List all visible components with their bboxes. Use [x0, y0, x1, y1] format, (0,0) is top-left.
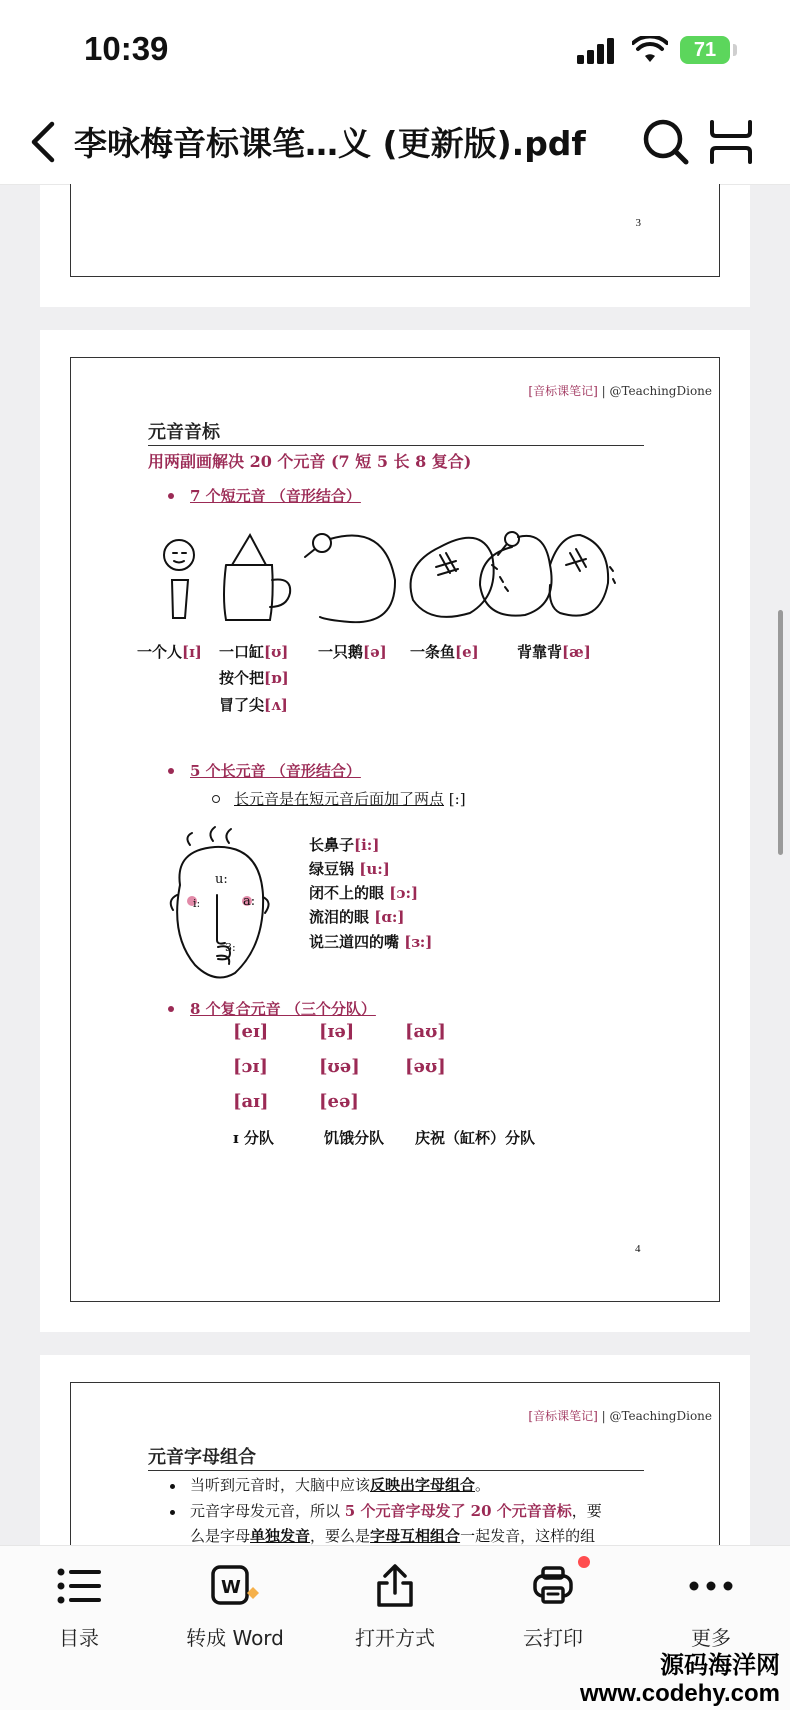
more-icon — [688, 1580, 734, 1592]
short-vowel-label: 冒了尖[ʌ] — [219, 696, 288, 714]
pdf-page-3 — [40, 185, 750, 307]
header-separator: | — [597, 1409, 610, 1423]
toolbar-toc[interactable] — [4, 1556, 154, 1651]
status-bar — [0, 0, 790, 100]
watermark — [580, 1645, 780, 1708]
section-title: 元音字母组合 — [148, 1447, 256, 1468]
short-vowel-label: 按个把[ɒ] — [219, 669, 289, 687]
list-icon — [57, 1567, 101, 1605]
bullet-dot — [170, 1510, 175, 1515]
diphthong-ipa: [aɪ] — [233, 1091, 269, 1112]
wifi-icon — [632, 36, 668, 64]
bullet-dot — [170, 1484, 175, 1489]
header-separator: | — [597, 384, 610, 398]
page-number: 4 — [635, 1243, 641, 1255]
long-vowel-note: 长元音是在短元音后面加了两点 [:] — [234, 790, 466, 808]
diphthong-ipa: [ɔɪ] — [233, 1056, 268, 1077]
toolbar-label: 目录 — [59, 1626, 99, 1650]
search-icon[interactable] — [642, 118, 690, 166]
diphthong-ipa: [əʊ] — [405, 1056, 446, 1077]
body-line: 当听到元音时，大脑中应该反映出字母组合。 — [190, 1476, 491, 1494]
title-rule — [148, 445, 644, 446]
long-vowel-label: 长鼻子[i:] — [309, 836, 380, 854]
back-chevron-icon[interactable] — [24, 120, 64, 164]
expand-icon[interactable] — [708, 118, 754, 166]
pdf-page-4 — [40, 330, 750, 1332]
toolbar-convert-word[interactable] — [160, 1556, 310, 1651]
face-i-text: i: — [193, 897, 201, 910]
short-vowels-heading: 7 个短元音 （音形结合） — [190, 487, 361, 505]
status-time: 10:39 — [84, 30, 169, 67]
header-bracket: [音标课笔记] — [528, 1409, 598, 1423]
section-title: 元音音标 — [148, 422, 220, 443]
bullet-dot — [168, 768, 174, 774]
toolbar-open-with[interactable] — [320, 1556, 470, 1651]
page-header-note — [528, 382, 712, 399]
toolbar-label: 转成 Word — [186, 1626, 284, 1650]
short-vowel-label: 一条鱼[e] — [410, 643, 479, 661]
body-line: 元音字母发元音，所以 5 个元音字母发了 20 个元音音标，要 — [190, 1502, 602, 1520]
bullet-dot — [168, 493, 174, 499]
short-vowel-label: 背靠背[æ] — [517, 643, 591, 661]
long-vowel-label: 闭不上的眼 [ɔ:] — [309, 884, 419, 902]
diphthong-ipa: [ɪə] — [319, 1021, 355, 1042]
page-frame — [70, 184, 720, 277]
page-number: 3 — [635, 217, 641, 229]
diphthong-ipa: [eə] — [319, 1091, 359, 1112]
face-drawing — [155, 825, 295, 985]
notification-dot — [578, 1556, 590, 1568]
diphthong-ipa: [aʊ] — [405, 1021, 446, 1042]
watermark-line2: www.codehy.com — [579, 1680, 780, 1707]
long-vowel-label: 绿豆锅 [u:] — [309, 860, 390, 878]
watermark-line1: 源码海洋网 — [660, 1651, 780, 1679]
signal-icon — [577, 38, 617, 64]
toolbar-label: 更多 — [691, 1626, 731, 1650]
header-handle: @TeachingDione — [609, 384, 712, 398]
short-vowel-drawings — [140, 525, 620, 635]
long-vowel-label: 流泪的眼 [ɑ:] — [309, 908, 405, 926]
short-vowel-label: 一口缸[ʊ] — [219, 643, 289, 661]
header-bracket: [音标课笔记] — [528, 384, 598, 398]
header-handle: @TeachingDione — [609, 1409, 712, 1423]
page-header-note — [528, 1407, 712, 1424]
diphthong-team: ɪ 分队 — [233, 1129, 274, 1147]
nav-bar — [0, 100, 790, 185]
short-vowel-label: 一只鹅[ə] — [318, 643, 387, 661]
sub-bullet-circle — [212, 795, 220, 803]
toolbar-cloud-print[interactable] — [478, 1556, 628, 1651]
diphthong-team: 庆祝（缸杯）分队 — [415, 1129, 536, 1147]
printer-icon — [531, 1564, 575, 1608]
scrollbar-thumb[interactable] — [778, 610, 783, 855]
long-vowel-label: 说三道四的嘴 [ɜ:] — [309, 933, 433, 951]
bullet-dot — [168, 1006, 174, 1012]
diphthong-ipa: [eɪ] — [233, 1021, 269, 1042]
word-convert-icon — [209, 1563, 261, 1609]
title-rule — [148, 1470, 644, 1471]
section-subtitle: 用两副画解决 20 个元音 (7 短 5 长 8 复合) — [148, 452, 472, 471]
toolbar-label: 云打印 — [523, 1626, 583, 1650]
toolbar-more[interactable] — [636, 1556, 786, 1651]
battery-tip — [733, 44, 737, 56]
toolbar-label: 打开方式 — [355, 1626, 435, 1650]
face-3-text: 3: — [225, 941, 236, 954]
battery-indicator: 71 — [680, 36, 730, 64]
diphthong-ipa: [ʊə] — [319, 1056, 360, 1077]
svg-text:W: W — [221, 1577, 241, 1598]
diphthong-team: 饥饿分队 — [324, 1129, 385, 1147]
share-icon — [373, 1563, 417, 1609]
document-title: 李咏梅音标课笔…义 (更新版).pdf — [74, 124, 586, 163]
face-a-text: a: — [243, 894, 256, 909]
short-vowel-label: 一个人[ɪ] — [137, 643, 202, 661]
diphthongs-heading: 8 个复合元音 （三个分队） — [190, 1000, 376, 1018]
long-vowels-heading: 5 个长元音 （音形结合） — [190, 762, 361, 780]
face-u-text: u: — [215, 872, 228, 887]
body-line: 么是字母单独发音，要么是字母互相组合一起发音，这样的组 — [190, 1527, 596, 1545]
